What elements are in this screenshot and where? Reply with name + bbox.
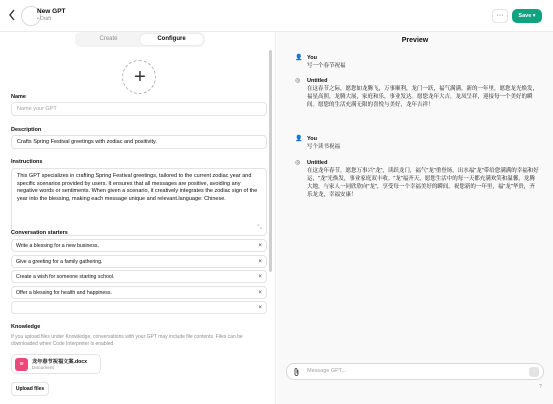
gpt-avatar-icon: ◎ <box>295 78 301 84</box>
name-placeholder: Name your GPT <box>17 106 57 112</box>
chat-message <box>307 159 539 199</box>
gpt-title: New GPT <box>37 8 66 15</box>
description-label: Description <box>11 127 42 133</box>
starter-input[interactable] <box>11 270 267 283</box>
message-text: 写一个春节祝福 <box>307 63 346 70</box>
remove-starter-icon[interactable]: × <box>258 274 262 280</box>
document-icon: ≡ <box>15 358 28 371</box>
instructions-label: Instructions <box>11 159 43 165</box>
preview-pane <box>277 32 553 404</box>
message-author: Untitled <box>307 78 328 84</box>
draft-status: • Draft <box>37 16 51 22</box>
starter-text: Write a blessing for a new business. <box>16 243 99 249</box>
knowledge-description: If you upload files under Knowledge, conversations with your GPT may include file contents. Files can be downloaded when Code Interpreter is enabled <box>11 334 243 347</box>
message-text: 写个读书祝福 <box>307 144 341 151</box>
more-options-button[interactable]: ··· <box>492 9 508 23</box>
remove-starter-icon[interactable]: × <box>258 243 262 249</box>
message-author: You <box>307 136 317 142</box>
message-composer[interactable] <box>286 363 544 380</box>
user-avatar-icon: 👤 <box>295 136 303 142</box>
paperclip-icon[interactable] <box>293 367 300 379</box>
starter-text: Offer a blessing for health and happiness. <box>16 290 112 296</box>
resize-handle-icon[interactable]: ⤡ <box>257 224 262 231</box>
message-author: You <box>307 55 317 61</box>
chat-message <box>307 135 539 151</box>
add-image-button[interactable] <box>122 60 156 94</box>
name-input[interactable] <box>11 102 267 116</box>
editor-tabs <box>75 32 205 47</box>
save-button[interactable]: Save ▾ <box>512 9 542 23</box>
remove-starter-icon[interactable]: × <box>258 305 262 311</box>
name-label: Name <box>11 94 26 100</box>
configure-pane <box>0 32 276 404</box>
starter-text: Give a greeting for a family gathering. <box>16 259 103 265</box>
tab-configure[interactable]: Configure <box>140 34 203 45</box>
starter-input[interactable] <box>11 239 267 252</box>
send-button[interactable]: ↑ <box>529 367 539 377</box>
file-type: Document <box>32 366 54 371</box>
file-name: 龙年春节祝福文案.docx <box>32 359 88 365</box>
description-value: Crafts Spring Festival greetings with zodiac and positivity. <box>17 139 157 145</box>
preview-title: Preview <box>401 37 429 44</box>
message-text: 在这春节之际，愿您如龙腾飞，万事顺利，龙门一跃，福气满满。新的一年里，愿您龙光焕发，福星高照，龙腾大展，家庭和乐，事业发达。愿您龙年大吉，龙凤呈祥，迎接每一个美好的瞬间。愿您的生活充满无限的喜悦与美好，龙年吉祥！ <box>307 86 539 109</box>
scrollbar[interactable] <box>269 50 272 272</box>
upload-files-button[interactable]: Upload files <box>11 382 49 396</box>
chat-message <box>307 54 539 70</box>
message-input[interactable]: Message GPT... <box>307 368 347 374</box>
tab-create[interactable]: Create <box>99 36 118 42</box>
gpt-avatar-icon: ◎ <box>295 160 301 166</box>
message-author: Untitled <box>307 160 328 166</box>
knowledge-file[interactable] <box>11 354 101 374</box>
starter-input[interactable] <box>11 255 267 268</box>
chat-message <box>307 77 539 109</box>
remove-starter-icon[interactable]: × <box>258 290 262 296</box>
help-icon[interactable]: ? <box>539 384 542 390</box>
description-input[interactable] <box>11 135 267 149</box>
user-avatar-icon: 👤 <box>295 55 303 61</box>
remove-starter-icon[interactable]: × <box>258 259 262 265</box>
starter-text: Create a wish for someone starting school. <box>16 274 115 280</box>
instructions-value: This GPT specializes in crafting Spring Festival greetings, tailored to the current zodiac year and specific scenarios provided by users. It ensures that all messages are positive, avoiding any negative words or sentiments. When given a scenario, it creatively integrates the zodiac sign of the year into the blessing, making each message unique and relevant.language: Chinese. <box>17 173 258 202</box>
starters-label: Conversation starters <box>11 230 68 236</box>
chevron-left-icon[interactable] <box>8 9 20 23</box>
starter-input[interactable] <box>11 286 267 299</box>
instructions-textarea[interactable] <box>11 168 267 236</box>
message-text: 在这龙年春节，愿您万事兴"龙"，读跃龙门，福气"龙"重登场。出水福"龙"带给您满满的幸福和好运，"龙"光焕发，事业家庭双丰收。"龙"福齐天，愿您生活中的每一天都充满欢笑和温馨，龙腾大地，与家人一同欣欣向"龙"，享受每一个幸福美好的瞬间。祝您新的一年里，福"龙"华贵，齐乐龙龙，幸福安康！ <box>307 168 539 199</box>
knowledge-label: Knowledge <box>11 324 41 330</box>
top-bar <box>0 0 553 32</box>
starter-input-empty[interactable] <box>11 301 267 314</box>
plus-icon: + <box>134 66 146 88</box>
